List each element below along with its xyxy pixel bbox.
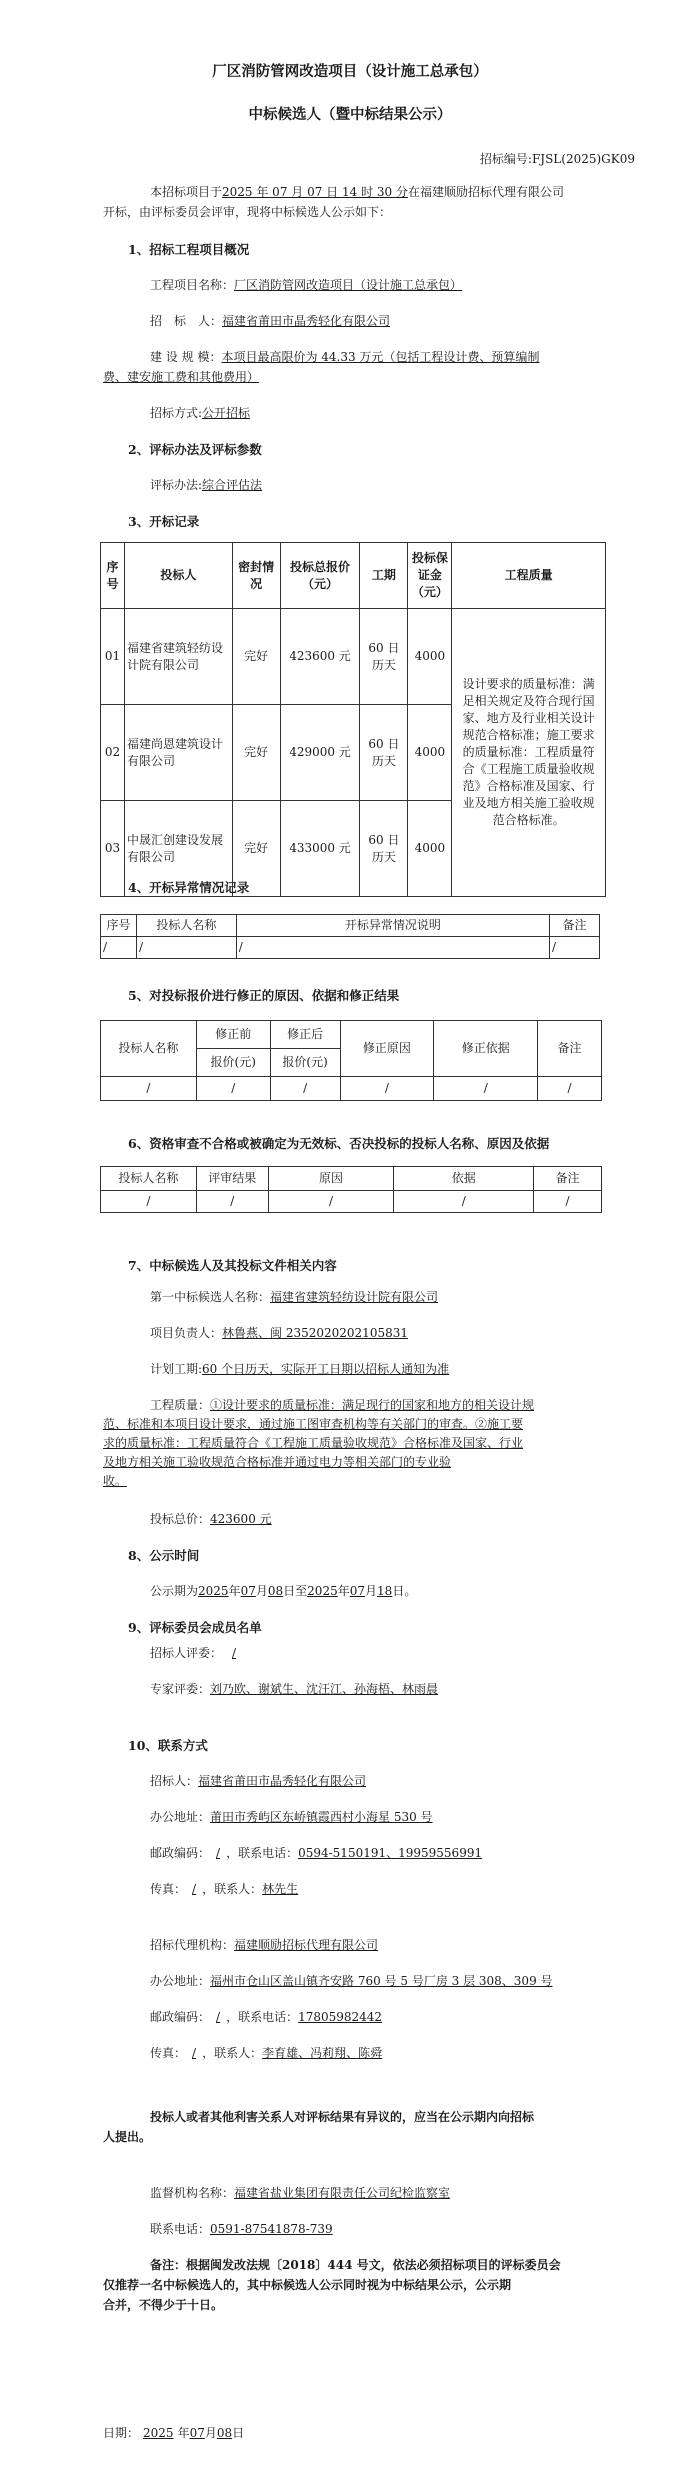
tenderer: 招 标 人：福建省莆田市晶秀轻化有限公司 bbox=[150, 314, 391, 328]
note-line-3: 合并，不得少于十日。 bbox=[103, 2298, 224, 2312]
open-date: 2025 年 07 月 07 日 14 时 30 分 bbox=[222, 185, 408, 199]
engineering-quality-l2: 范、标准和本项目设计要求，通过施工图审查机构等有关部门的审查。②施工要 bbox=[103, 1417, 524, 1431]
table-header: 投标保证金（元） bbox=[408, 543, 452, 609]
price-correction-table: 投标人名称 修正前 修正后 修正原因 修正依据 备注 报价(元) 报价(元) / / / / / / bbox=[100, 1020, 602, 1101]
agent-name: 招标代理机构：福建顺励招标代理有限公司 bbox=[150, 1938, 379, 1952]
tender-number: 招标编号:FJSL(2025)GK09 bbox=[479, 152, 635, 166]
contact-tenderer: 招标人：福建省莆田市晶秀轻化有限公司 bbox=[150, 1774, 367, 1788]
section-4-heading: 4、开标异常情况记录 bbox=[128, 880, 250, 895]
quality-cell: 设计要求的质量标准：满足相关规定及符合现行国家、地方及行业相关设计规范合格标准；施工要求的质量标准：工程质量符合《工程施工质量验收规范》合格标准及国家、行业及地方相关施工验收规范合格标准。 bbox=[452, 609, 606, 897]
bid-total-price: 投标总价：423600 元 bbox=[150, 1512, 272, 1526]
expert-judges: 专家评委：刘乃欧、谢斌生、沈汪江、孙海梧、林雨晨 bbox=[150, 1682, 439, 1696]
table-header: 工期 bbox=[360, 543, 408, 609]
objection-line-2: 人提出。 bbox=[103, 2130, 152, 2144]
tenderer-judge: 招标人评委： / bbox=[150, 1646, 237, 1660]
objection-line-1: 投标人或者其他利害关系人对评标结果有异议的，应当在公示期内向招标 bbox=[150, 2110, 535, 2124]
section-7-heading: 7、中标候选人及其投标文件相关内容 bbox=[128, 1258, 337, 1273]
disqualification-table: 投标人名称 评审结果 原因 依据 备注 / / / / / bbox=[100, 1166, 602, 1213]
publicity-period: 公示期为2025年07月08日至2025年07月18日。 bbox=[150, 1584, 417, 1598]
table-header: 密封情况 bbox=[232, 543, 280, 609]
evaluation-method: 评标办法:综合评估法 bbox=[150, 478, 263, 492]
table-header: 工程质量 bbox=[452, 543, 606, 609]
section-5-heading: 5、对投标报价进行修正的原因、依据和修正结果 bbox=[128, 988, 400, 1003]
agent-fax: 传真： / ，联系人：李育雄、冯莉翔、陈舜 bbox=[150, 2046, 383, 2060]
project-name: 工程项目名称：厂区消防管网改造项目（设计施工总承包） bbox=[150, 278, 463, 292]
supervision-org: 监督机构名称：福建省盐业集团有限责任公司纪检监察室 bbox=[150, 2186, 451, 2200]
table-row: 03 中晟汇创建设发展有限公司 完好 433000 元 60 日历天 4000 bbox=[101, 801, 606, 897]
table-header: 序号 bbox=[101, 543, 125, 609]
table-header: 投标总报价（元） bbox=[280, 543, 360, 609]
page-subtitle: 中标候选人（暨中标结果公示） bbox=[248, 106, 452, 123]
note-line-2: 仅推荐一名中标候选人的，其中标候选人公示同时视为中标结果公示，公示期 bbox=[103, 2278, 512, 2292]
table-row: / / / / bbox=[101, 937, 600, 959]
table-row: / / / / / bbox=[101, 1191, 602, 1213]
contact-fax: 传真： / ，联系人：林先生 bbox=[150, 1882, 299, 1896]
tender-method: 招标方式:公开招标 bbox=[150, 406, 251, 420]
table-header: 投标人 bbox=[124, 543, 232, 609]
agent-post-tel: 邮政编码： / ，联系电话：17805982442 bbox=[150, 2010, 383, 2024]
table-row: / / / / / / bbox=[101, 1077, 602, 1101]
footer-date: 日期： 2025 年07月08日 bbox=[103, 2426, 245, 2440]
project-manager: 项目负责人：林鲁燕、闽 2352020202105831 bbox=[150, 1326, 408, 1340]
agent-address: 办公地址：福州市仓山区盖山镇齐安路 760 号 5 号厂房 3 层 308、309 号 bbox=[150, 1974, 553, 1988]
planned-period: 计划工期:60 个日历天，实际开工日期以招标人通知为准 bbox=[150, 1362, 450, 1376]
construction-scale: 建 设 规 模：本项目最高限价为 44.33 万元（包括工程设计费、预算编制 bbox=[150, 350, 540, 364]
section-6-heading: 6、资格审查不合格或被确定为无效标、否决投标的投标人名称、原因及依据 bbox=[128, 1136, 550, 1151]
note-line-1: 备注：根据闽发改法规〔2018〕444 号文，依法必须招标项目的评标委员会 bbox=[150, 2258, 561, 2272]
intro-line-1: 本招标项目于2025 年 07 月 07 日 14 时 30 分在福建顺励招标代理有限公司 bbox=[150, 185, 564, 199]
engineering-quality-l3: 求的质量标准：工程质量符合《工程施工质量验收规范》合格标准及国家、行业 bbox=[103, 1436, 524, 1450]
page-title: 厂区消防管网改造项目（设计施工总承包） bbox=[212, 63, 488, 80]
section-10-heading: 10、联系方式 bbox=[128, 1738, 208, 1753]
section-8-heading: 8、公示时间 bbox=[128, 1548, 200, 1563]
supervision-tel: 联系电话：0591-87541878-739 bbox=[150, 2222, 333, 2236]
construction-scale-cont: 费、建安施工费和其他费用） bbox=[103, 370, 260, 384]
anomaly-table: 序号 投标人名称 开标异常情况说明 备注 / / / / bbox=[100, 914, 600, 959]
section-9-heading: 9、评标委员会成员名单 bbox=[128, 1620, 262, 1635]
bid-opening-table bbox=[100, 542, 606, 897]
engineering-quality: 工程质量：①设计要求的质量标准：满足现行的国家和地方的相关设计规 bbox=[150, 1398, 535, 1412]
section-1-heading: 1、招标工程项目概况 bbox=[128, 242, 250, 257]
table-row: 02 福建尚恩建筑设计有限公司 完好 429000 元 60 日历天 4000 bbox=[101, 705, 606, 801]
section-3-heading: 3、开标记录 bbox=[128, 514, 200, 529]
engineering-quality-l5: 收。 bbox=[103, 1474, 128, 1488]
intro-line-2: 开标，由评标委员会评审，现将中标候选人公示如下： bbox=[103, 205, 392, 219]
contact-address: 办公地址：莆田市秀屿区东峤镇霞西村小海星 530 号 bbox=[150, 1810, 433, 1824]
first-candidate: 第一中标候选人名称：福建省建筑轻纺设计院有限公司 bbox=[150, 1290, 439, 1304]
table-row: 01 福建省建筑轻纺设计院有限公司 完好 423600 元 60 日历天 4000 设计要求的质量标准：满足相关规定及符合现行国家、地方及行业相关设计规范合格标准；施工要求的质量标准：工程质量符合《工程施工质量验收规范》合格标准及国家、行业及地方相关施工验收规范合格标准。 bbox=[101, 609, 606, 705]
engineering-quality-l4: 及地方相关施工验收规范合格标准并通过电力等相关部门的专业验 bbox=[103, 1455, 452, 1469]
contact-post-tel: 邮政编码： / ，联系电话：0594-5150191、19959556991 bbox=[150, 1846, 483, 1860]
section-2-heading: 2、评标办法及评标参数 bbox=[128, 442, 262, 457]
